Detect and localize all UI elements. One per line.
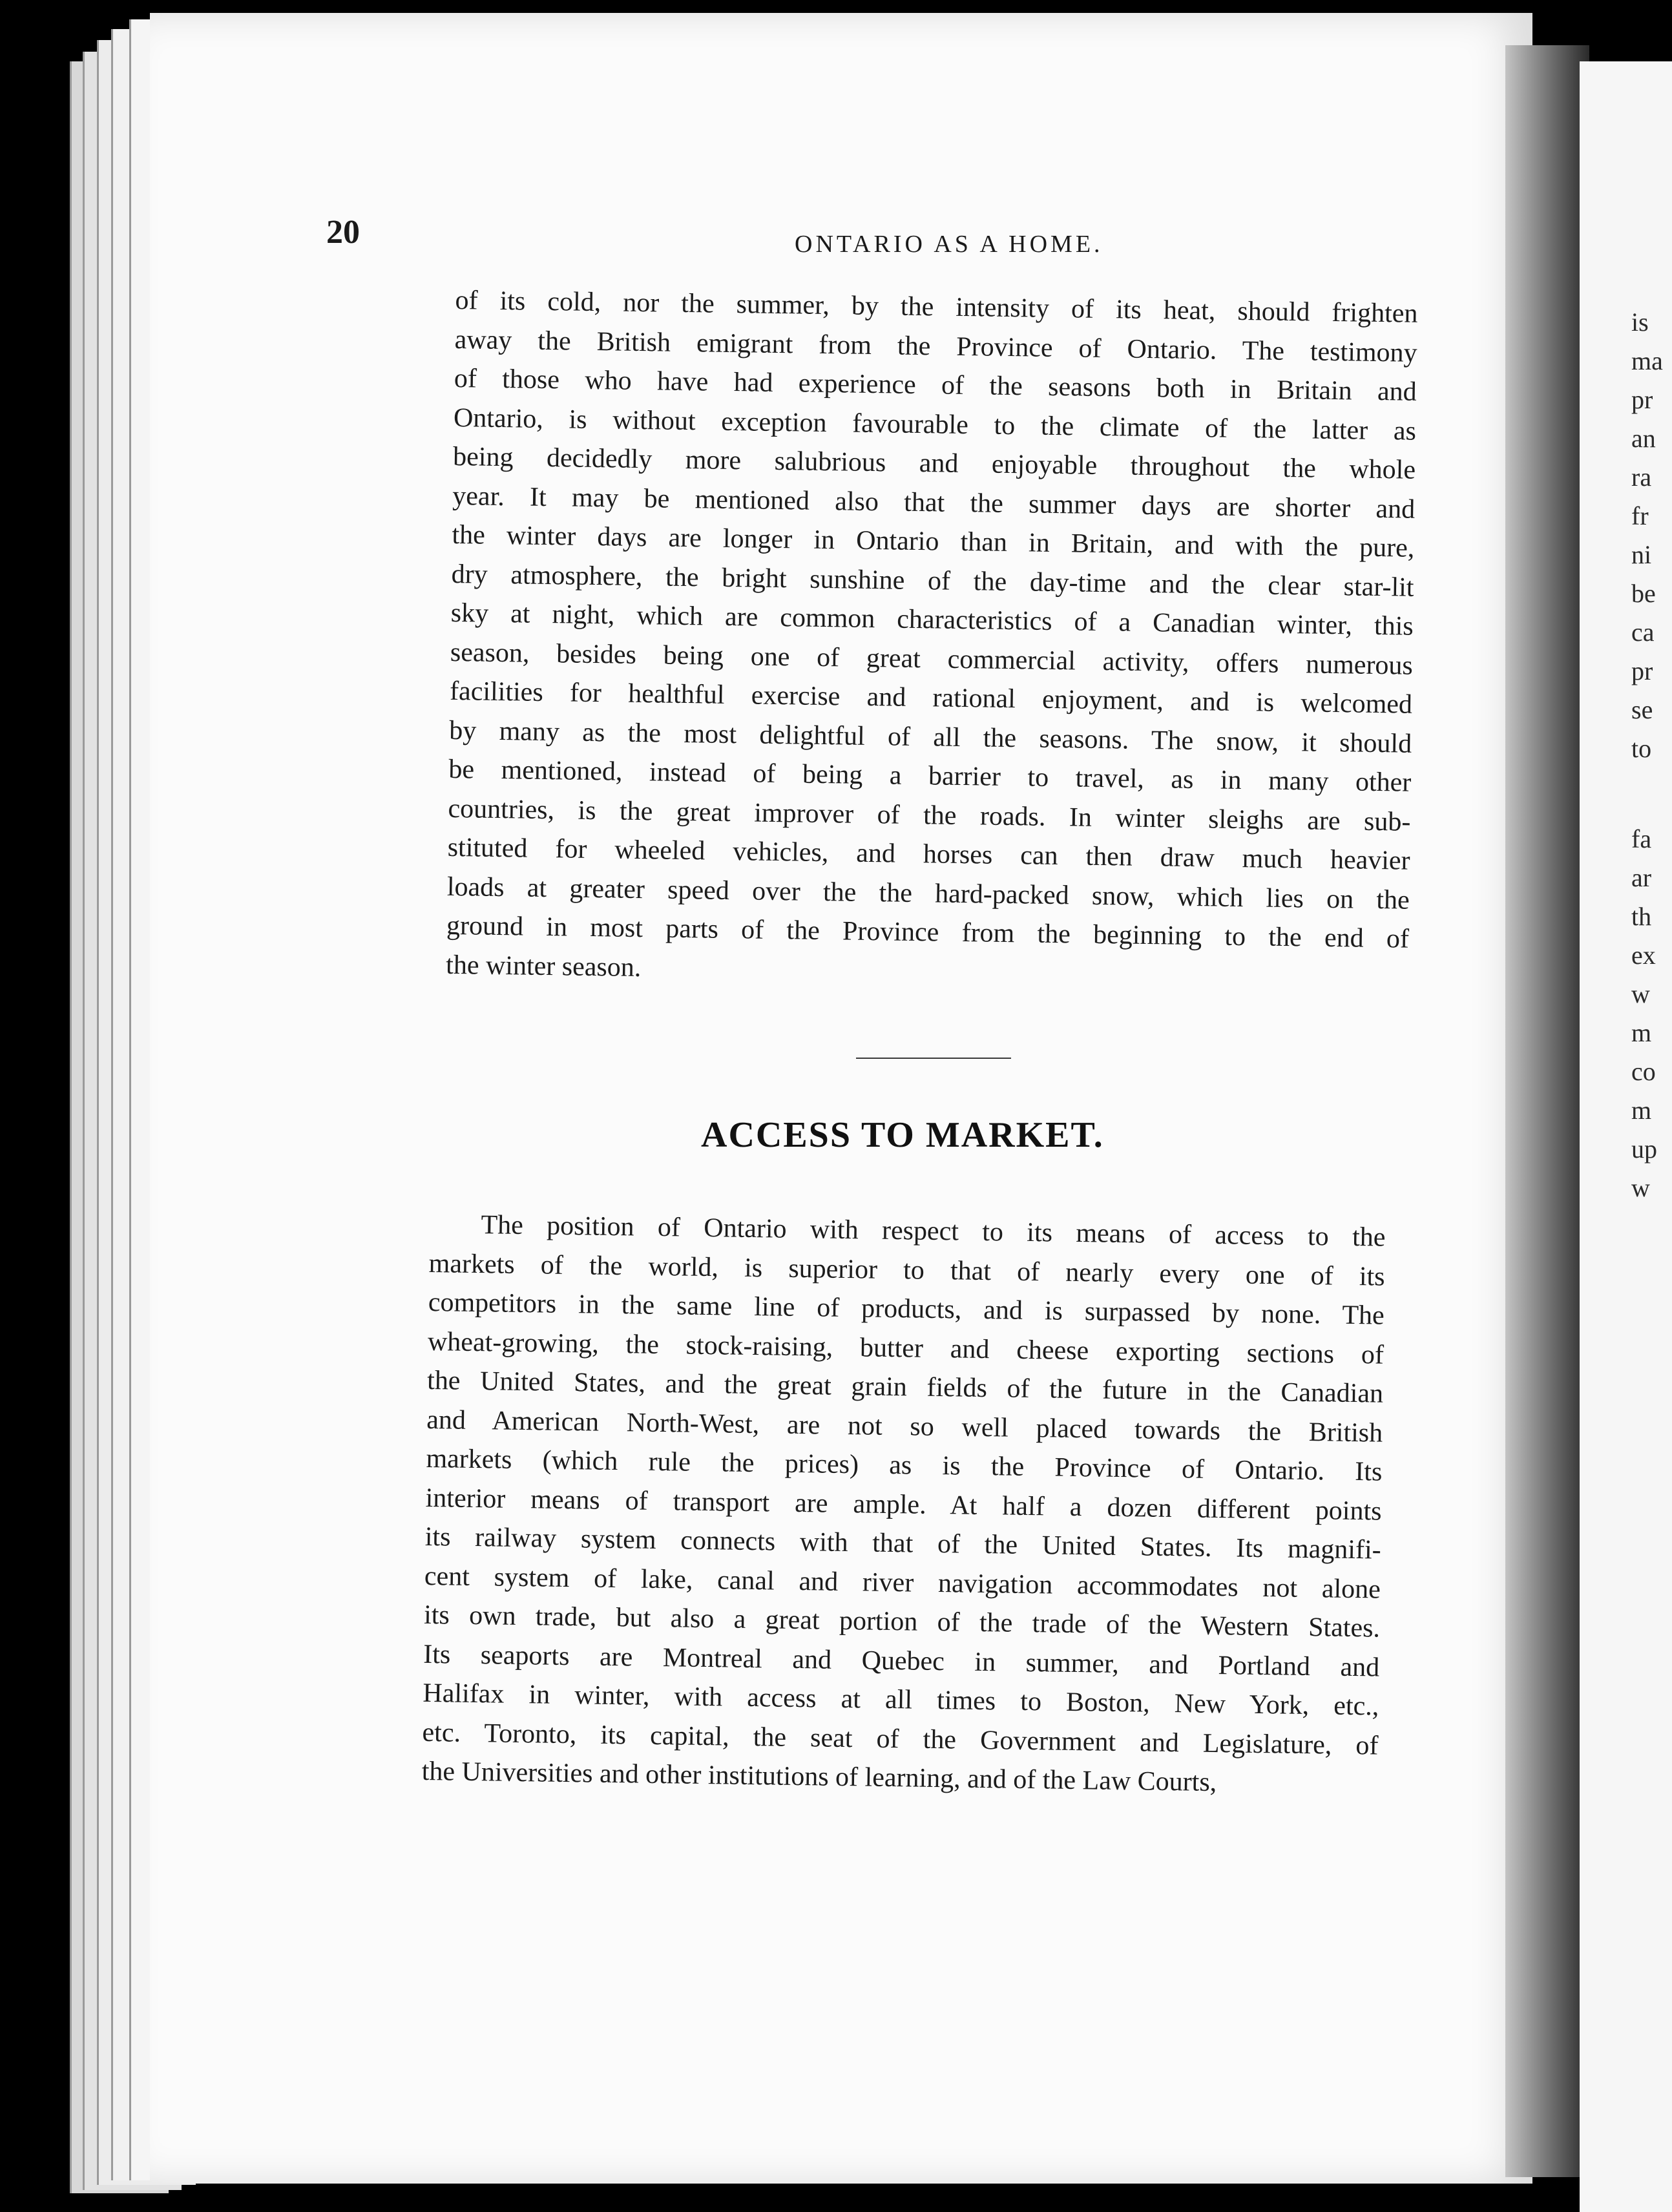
- text-line: loads at greater speed over the the hard-packed snow, which lies on the: [446, 871, 1410, 915]
- text-line: being decidedly more salubrious and enjoyable throughout the whole: [452, 441, 1416, 485]
- facing-page-fragment: se: [1631, 695, 1653, 724]
- text-line: countries, is the great improver of the roads. In winter sleighs are sub-: [448, 793, 1411, 837]
- facing-page-fragment: w: [1631, 979, 1650, 1008]
- text-line: Halifax in winter, with access at all times to Boston, New York, etc.,: [423, 1678, 1379, 1722]
- text-line: stituted for wheeled vehicles, and horses can then draw much heavier: [447, 832, 1410, 876]
- text-line: markets (which rule the prices) as is the Province of Ontario. Its: [426, 1443, 1383, 1487]
- text-line: wheat-growing, the stock-raising, butter and cheese exporting sections of: [427, 1326, 1385, 1370]
- text-line: be mentioned, instead of being a barrier to travel, as in many other: [448, 754, 1412, 798]
- text-line: cent system of lake, canal and river navigation accommodates not alone: [424, 1561, 1381, 1605]
- facing-page-fragment: th: [1631, 902, 1652, 931]
- facing-page-fragment: ma: [1631, 346, 1663, 375]
- facing-page-fragment: co: [1631, 1057, 1656, 1086]
- facing-page-fragment: ra: [1631, 463, 1652, 492]
- section-heading: ACCESS TO MARKET.: [701, 1115, 1104, 1155]
- text-line: the United States, and the great grain fields of the future in the Canadian: [426, 1365, 1384, 1409]
- text-line: and American North-West, are not so well placed towards the British: [426, 1404, 1383, 1448]
- facing-page-fragment: ca: [1631, 618, 1655, 647]
- facing-page-fragment: fa: [1631, 824, 1652, 853]
- text-line: Its seaports are Montreal and Quebec in summer, and Portland and: [423, 1639, 1380, 1683]
- facing-page-fragment: ni: [1631, 540, 1652, 569]
- facing-page-fragment: pr: [1631, 385, 1653, 414]
- text-line: sky at night, which are common characteristics of a Canadian winter, this: [450, 598, 1414, 642]
- text-line: of those who have had experience of the seasons both in Britain and: [454, 363, 1417, 407]
- running-head: ONTARIO AS A HOME.: [795, 231, 1103, 258]
- facing-page-fragment: be: [1631, 579, 1656, 608]
- paragraph-access-to-market: [421, 1205, 1386, 1804]
- text-line: its railway system connects with that of the United States. Its magnifi-: [424, 1521, 1382, 1565]
- text-line: the winter days are longer in Ontario than in Britain, and with the pure,: [452, 519, 1415, 563]
- facing-page-fragment: up: [1631, 1134, 1657, 1163]
- facing-page-fragment: pr: [1631, 656, 1653, 685]
- facing-page: [1580, 61, 1672, 2212]
- text-line: dry atmosphere, the bright sunshine of the day-time and the clear star-lit: [451, 559, 1414, 603]
- text-line: season, besides being one of great commercial activity, offers numerous: [450, 637, 1414, 681]
- text-line: away the British emigrant from the Province of Ontario. The testimony: [454, 324, 1417, 368]
- text-line: ground in most parts of the Province from the beginning to the end of: [446, 910, 1410, 954]
- facing-page-fragment: is: [1631, 308, 1649, 337]
- paragraph-climate: [446, 281, 1418, 998]
- book-gutter: [1505, 45, 1589, 2177]
- text-line: The position of Ontario with respect to its means of access to the: [481, 1210, 1386, 1253]
- text-line: the Universities and other institutions of learning, and of the Law Courts,: [421, 1756, 1217, 1798]
- facing-page-fragment: m: [1631, 1096, 1652, 1125]
- text-line: of its cold, nor the summer, by the intensity of its heat, should frighten: [455, 285, 1418, 329]
- text-line: the winter season.: [445, 950, 642, 983]
- facing-page-fragment: an: [1631, 424, 1656, 453]
- text-line: etc. Toronto, its capital, the seat of the Government and Legislature, of: [422, 1717, 1379, 1761]
- text-line: competitors in the same line of products, and is surpassed by none. The: [428, 1287, 1385, 1331]
- text-line: markets of the world, is superior to that of nearly every one of its: [428, 1248, 1385, 1292]
- text-line: Ontario, is without exception favourable to the climate of the latter as: [453, 402, 1417, 446]
- facing-page-fragment: m: [1631, 1018, 1652, 1047]
- page-number: 20: [326, 214, 360, 251]
- text-line: facilities for healthful exercise and rational enjoyment, and is welcomed: [449, 676, 1413, 720]
- text-line: its own trade, but also a great portion of the trade of the Western States.: [423, 1600, 1381, 1643]
- facing-page-fragment: ar: [1631, 863, 1652, 892]
- text-line: year. It may be mentioned also that the summer days are shorter and: [452, 481, 1416, 525]
- facing-page-fragment: fr: [1631, 501, 1649, 530]
- facing-page-fragment: w: [1631, 1173, 1650, 1202]
- facing-page-fragment: ex: [1631, 941, 1656, 970]
- facing-page-fragment: to: [1631, 734, 1652, 763]
- section-divider: [856, 1058, 1011, 1059]
- text-line: interior means of transport are ample. At half a dozen different points: [425, 1483, 1382, 1527]
- text-line: by many as the most delightful of all the seasons. The snow, it should: [448, 715, 1412, 759]
